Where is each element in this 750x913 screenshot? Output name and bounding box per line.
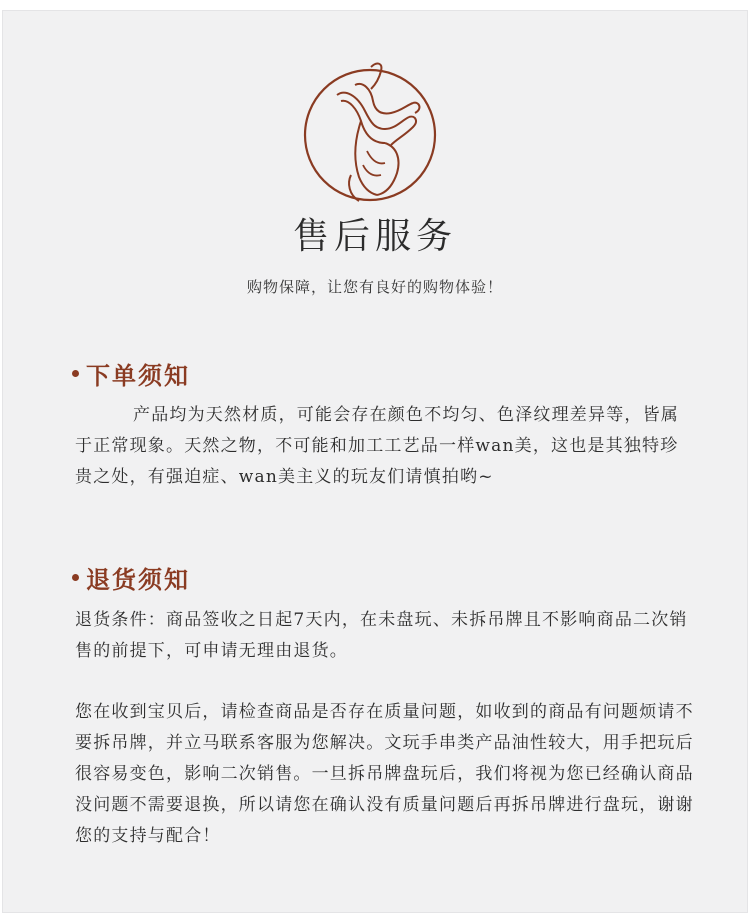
return-details: 您在收到宝贝后，请检查商品是否存在质量问题，如收到的商品有问题烦请不要拆吊牌，并立马联系客服为您解决。文玩手串类产品油性较大，用手把玩后很容易变色，影响二次销售。一旦拆吊牌盘玩后，我们将视为您已经确认商品没问题不需要退换，所以请您在确认没有质量问题后再拆吊牌进行盘玩，谢谢您的支持与配合！ <box>75 702 694 846</box>
bullet-icon <box>72 574 79 581</box>
order-notice-heading-text: 下单须知 <box>86 361 190 390</box>
return-notice-heading <box>72 560 190 595</box>
bullet-icon <box>72 370 79 377</box>
order-notice-body: 产品均为天然材质，可能会存在颜色不均匀、色泽纹理差异等，皆属于正常现象。天然之物，不可能和加工工艺品一样wan美，这也是其独特珍贵之处，有强迫症、wan美主义的玩友们请慎拍哟~ <box>75 405 679 487</box>
order-notice-heading <box>72 356 190 391</box>
buddha-hand-logo-icon <box>301 55 447 205</box>
page-subtitle: 购物保障，让您有良好的购物体验！ <box>246 278 503 296</box>
page-title: 售后服务 <box>292 216 457 257</box>
return-conditions: 退货条件：商品签收之日起7天内，在未盘玩、未拆吊牌且不影响商品二次销售的前提下，可申请无理由退货。 <box>75 610 688 661</box>
return-notice-heading-text: 退货须知 <box>86 565 190 594</box>
